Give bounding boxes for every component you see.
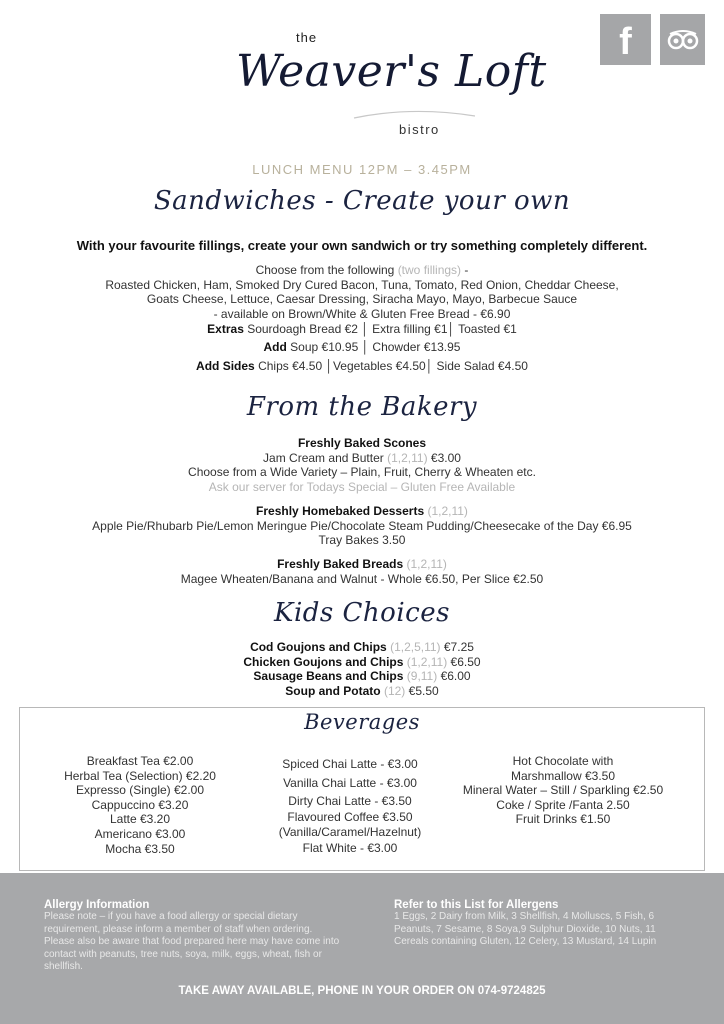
- choose-text: Choose from the following: [255, 263, 395, 277]
- list-item: Marshmallow €3.50: [510, 768, 616, 783]
- list-item: Coke / Sprite /Fanta 2.50: [496, 797, 630, 812]
- section-heading-kids: Kids Choices: [274, 598, 450, 628]
- sides-text: Chips €4.50 │Vegetables €4.50│ Side Salad €4.50: [254, 359, 528, 373]
- list-item: [0, 655, 724, 670]
- price: €5.50: [405, 683, 439, 698]
- add-text: Soup €10.95 │ Chowder €13.95: [286, 340, 461, 354]
- add-label: Add: [263, 340, 287, 354]
- allergy-title: Allergy Information: [44, 899, 150, 911]
- price: €6.50: [447, 654, 481, 669]
- allergens: (9,11): [403, 669, 438, 683]
- section-heading-beverages: Beverages: [304, 710, 420, 734]
- price: €6.00: [437, 669, 471, 683]
- tripadvisor-icon: [667, 30, 699, 50]
- scones-special: Ask our server for Todays Special – Gluten Free Available: [208, 479, 516, 494]
- add-line: [0, 340, 724, 354]
- allergens: (1,2,11): [387, 450, 428, 465]
- facebook-icon: f: [619, 21, 632, 63]
- item-name: Sausage Beans and Chips: [253, 669, 404, 683]
- allergens: (1,2,11): [424, 504, 468, 518]
- extras-line: [0, 322, 724, 336]
- list-item: [0, 684, 724, 699]
- extras-label: Extras: [207, 322, 244, 336]
- logo-name: Weaver's Loft: [236, 46, 547, 97]
- sides-label: Add Sides: [196, 359, 255, 373]
- list-item: Vanilla Chai Latte - €3.00: [283, 775, 417, 790]
- allergens: (1,2,5,11): [386, 640, 441, 654]
- allergens: (1,2,11): [403, 654, 448, 669]
- list-item: Expresso (Single) €2.00: [75, 783, 205, 798]
- sandwich-fillings: [0, 263, 724, 321]
- list-item: Flavoured Coffee €3.50: [287, 809, 413, 824]
- section-heading-sandwiches: Sandwiches - Create your own: [153, 186, 571, 216]
- list-item: Cappuccino €3.20: [91, 797, 189, 812]
- list-item: Americano €3.00: [94, 826, 186, 841]
- item-name: Cod Goujons and Chips: [250, 640, 387, 654]
- fillings-line: Roasted Chicken, Ham, Smoked Dry Cured Bacon, Tuna, Tomato, Red Onion, Cheddar Cheese,: [105, 277, 619, 292]
- breads-list: Magee Wheaten/Banana and Walnut - Whole €6.50, Per Slice €2.50: [180, 571, 544, 586]
- list-item: Dirty Chai Latte - €3.50: [288, 794, 412, 808]
- logo-swoosh: [352, 108, 477, 120]
- fillings-line: Goats Cheese, Lettuce, Caesar Dressing, Siracha Mayo, Mayo, Barbecue Sauce: [146, 292, 578, 306]
- list-item: Mineral Water – Still / Sparkling €2.50: [462, 783, 664, 798]
- list-item: [0, 669, 724, 684]
- extras-text: Sourdoagh Bread €2 │ Extra filling €1│ Toasted €1: [243, 322, 517, 336]
- list-item: Spiced Chai Latte - €3.00: [282, 757, 418, 771]
- list-item: (Vanilla/Caramel/Hazelnut): [278, 825, 422, 839]
- list-item: Latte €3.20: [109, 812, 171, 827]
- breads-block: [0, 557, 724, 586]
- list-item: [0, 640, 724, 655]
- desserts-title: Freshly Homebaked Desserts: [256, 504, 425, 518]
- allergens: (1,2,11): [403, 557, 447, 571]
- item-name: Chicken Goujons and Chips: [243, 654, 404, 669]
- allergen-list-title: Refer to this List for Allergens: [394, 899, 559, 911]
- item-name: Soup and Potato: [285, 683, 381, 698]
- price: €7.25: [440, 640, 474, 654]
- section-heading-bakery: From the Bakery: [246, 392, 478, 422]
- sides-line: [0, 359, 724, 373]
- facebook-button[interactable]: [600, 14, 651, 65]
- choose-note: (two fillings): [397, 263, 462, 277]
- logo-the: the: [296, 30, 318, 45]
- kids-list: [0, 640, 724, 698]
- allergy-text: Please note – if you have a food allergy or special dietary requirement, please inform a member of staff when ordering. Please also be aware that food prepared here may have come into contact with peanuts, tree nuts, soya, milk, eggs, wheat, fish or shellfish.: [44, 911, 340, 973]
- tray-bakes: Tray Bakes 3.50: [318, 533, 406, 547]
- footer: [0, 873, 724, 1024]
- scones-item: Jam Cream and Butter: [263, 450, 384, 465]
- list-item: Mocha €3.50: [105, 841, 175, 856]
- allergen-list: [394, 899, 684, 949]
- scones-block: [0, 436, 724, 494]
- beverages-col-2: [245, 757, 455, 856]
- tripadvisor-button[interactable]: [660, 14, 705, 65]
- allergen-list-text: 1 Eggs, 2 Dairy from Milk, 3 Shellfish, 4 Molluscs, 5 Fish, 6 Peanuts, 7 Sesame, 8 Soya,9 Sulphur Dioxide, 10 Nuts, 11 Cereals containing Gluten, 12 Celery, 13 Mustard, 14 Lupin: [394, 911, 657, 948]
- logo-bistro: bistro: [399, 122, 440, 137]
- allergens: (12): [380, 683, 406, 698]
- allergy-info: [44, 899, 344, 974]
- desserts-block: [0, 504, 724, 548]
- list-item: Herbal Tea (Selection) €2.20: [64, 768, 216, 783]
- list-item: Hot Chocolate with: [512, 754, 614, 768]
- takeaway-notice: TAKE AWAY AVAILABLE, PHONE IN YOUR ORDER ON 074-9724825: [178, 985, 546, 997]
- menu-title: LUNCH MENU 12PM – 3.45PM: [252, 162, 472, 177]
- bread-line: - available on Brown/White & Gluten Free Bread - €6.90: [213, 306, 511, 321]
- choose-dash: -: [461, 263, 469, 277]
- list-item: Breakfast Tea €2.00: [86, 754, 194, 768]
- list-item: Fruit Drinks €1.50: [515, 812, 611, 827]
- scones-title: Freshly Baked Scones: [297, 436, 427, 450]
- beverages-col-3: [443, 754, 683, 827]
- sandwich-intro: With your favourite fillings, create your own sandwich or try something completely different.: [76, 238, 648, 253]
- breads-title: Freshly Baked Breads: [277, 557, 404, 571]
- scones-variety: Choose from a Wide Variety – Plain, Fruit, Cherry & Wheaten etc.: [188, 465, 536, 479]
- desserts-list: Apple Pie/Rhubarb Pie/Lemon Meringue Pie/Chocolate Steam Pudding/Cheesecake of the Day €6.95: [92, 518, 632, 533]
- list-item: Flat White - €3.00: [302, 840, 398, 855]
- beverages-col-1: [40, 754, 240, 856]
- price: €3.00: [427, 450, 461, 465]
